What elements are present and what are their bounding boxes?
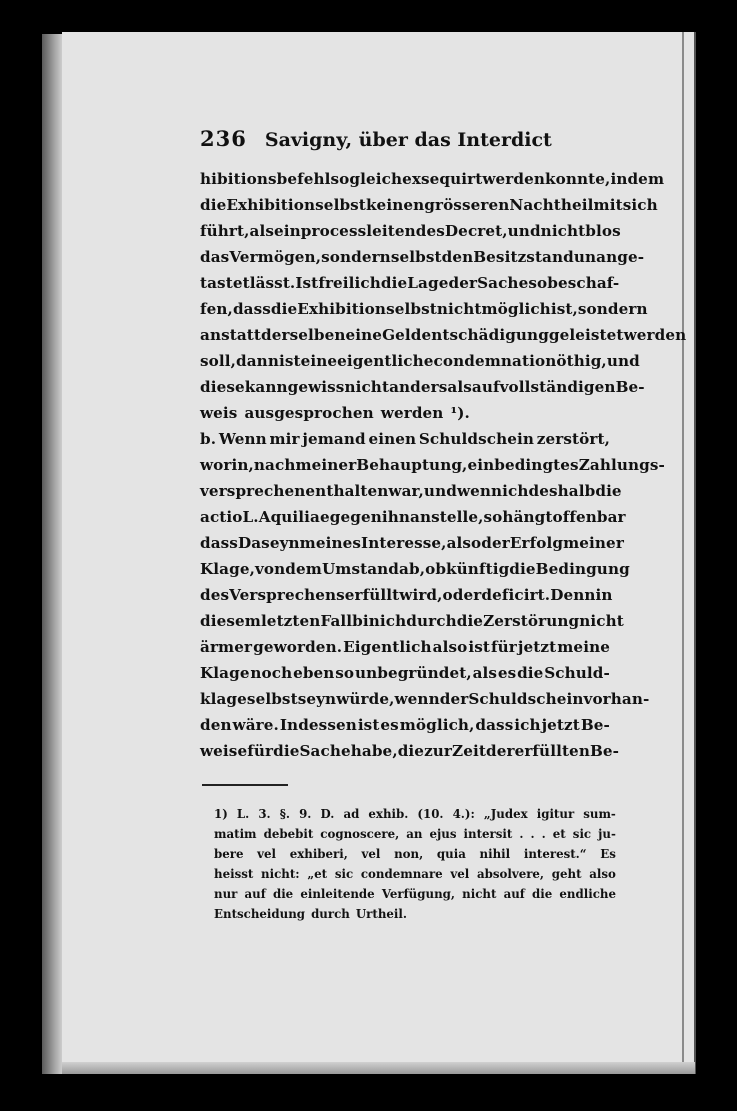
text-line: fen, dass die Exhibition selbst nicht möglich ist, sondern (200, 300, 648, 318)
text-line: Klage, von dem Umstand ab, ob künftig die Bedingung (200, 560, 630, 578)
page-number: 236 (200, 126, 247, 151)
text-line: das Vermögen, sondern selbst den Besitzstand unange- (200, 248, 645, 266)
text-line: weis ausgesprochen werden ¹). (200, 404, 470, 422)
text-line: actio L. Aquiliae gegen ihn anstelle, so hängt offenbar (200, 508, 626, 526)
footnote-line: heisst nicht: „et sic condemnare vel absolvere, geht also (214, 867, 616, 881)
text-line: worin, nach meiner Behauptung, ein bedingtes Zahlungs- (200, 456, 665, 474)
page-gutter-shadow (42, 34, 64, 1074)
text-line: ärmer geworden. Eigentlich also ist für jetzt meine (200, 638, 610, 656)
page-content (200, 126, 687, 924)
text-line: diesem letzten Fall bin ich durch die Zerstörung nicht (200, 612, 624, 630)
footnote-line: bere vel exhiberi, vel non, quia nihil interest.“ Es (214, 847, 616, 861)
footnotes (214, 804, 616, 924)
footnote-line: matim debebit cognoscere, an ejus intersit . . . et sic ju- (214, 827, 616, 841)
footnote-line: nur auf die einleitende Verfügung, nicht auf die endliche (214, 887, 616, 901)
text-line: klage selbst seyn würde, wenn der Schuldschein vorhan- (200, 690, 650, 708)
text-line: hibitionsbefehl sogleich exsequirt werden konnte, indem (200, 170, 665, 188)
page-bottom-edge (62, 1062, 695, 1074)
text-line: soll, dann ist eine eigentliche condemnatio nöthig, und (200, 352, 640, 370)
text-line: diese kann gewiss nicht anders als auf vollständigen Be- (200, 378, 645, 396)
text-line: tastet lässt. Ist freilich die Lage der Sache so beschaf- (200, 274, 620, 292)
text-line: versprechen enthalten war, und wenn ich deshalb die (200, 482, 622, 500)
text-line: anstatt derselben eine Geldentschädigung geleistet werden (200, 326, 687, 344)
footnote-rule (202, 784, 288, 786)
text-line: des Versprechens erfüllt wird, oder deficirt. Denn in (200, 586, 613, 604)
footnote-line: 1) L. 3. §. 9. D. ad exhib. (10. 4.): „Judex igitur sum- (214, 807, 616, 821)
text-line: dass Daseyn meines Interesse, also der Erfolg meiner (200, 534, 624, 552)
text-line: b. Wenn mir jemand einen Schuldschein zerstört, (200, 430, 610, 448)
text-line: führt, als ein processleitendes Decret, und nicht blos (200, 222, 621, 240)
text-line: die Exhibition selbst keinen grösseren Nachtheil mit sich (200, 196, 658, 214)
body-text (200, 166, 687, 764)
footnote-line: Entscheidung durch Urtheil. (214, 907, 407, 921)
page-header (200, 126, 610, 160)
running-head: Savigny, über das Interdict (264, 129, 552, 151)
page-edge-outer (694, 32, 696, 1074)
page-edge-right (682, 32, 684, 1074)
text-line: Klage noch eben so unbegründet, als es die Schuld- (200, 664, 610, 682)
text-line: weise für die Sache habe, die zur Zeit der erfüllten Be- (200, 742, 620, 760)
text-line: den wäre. Indessen ist es möglich, dass ich jetzt Be- (200, 716, 610, 734)
